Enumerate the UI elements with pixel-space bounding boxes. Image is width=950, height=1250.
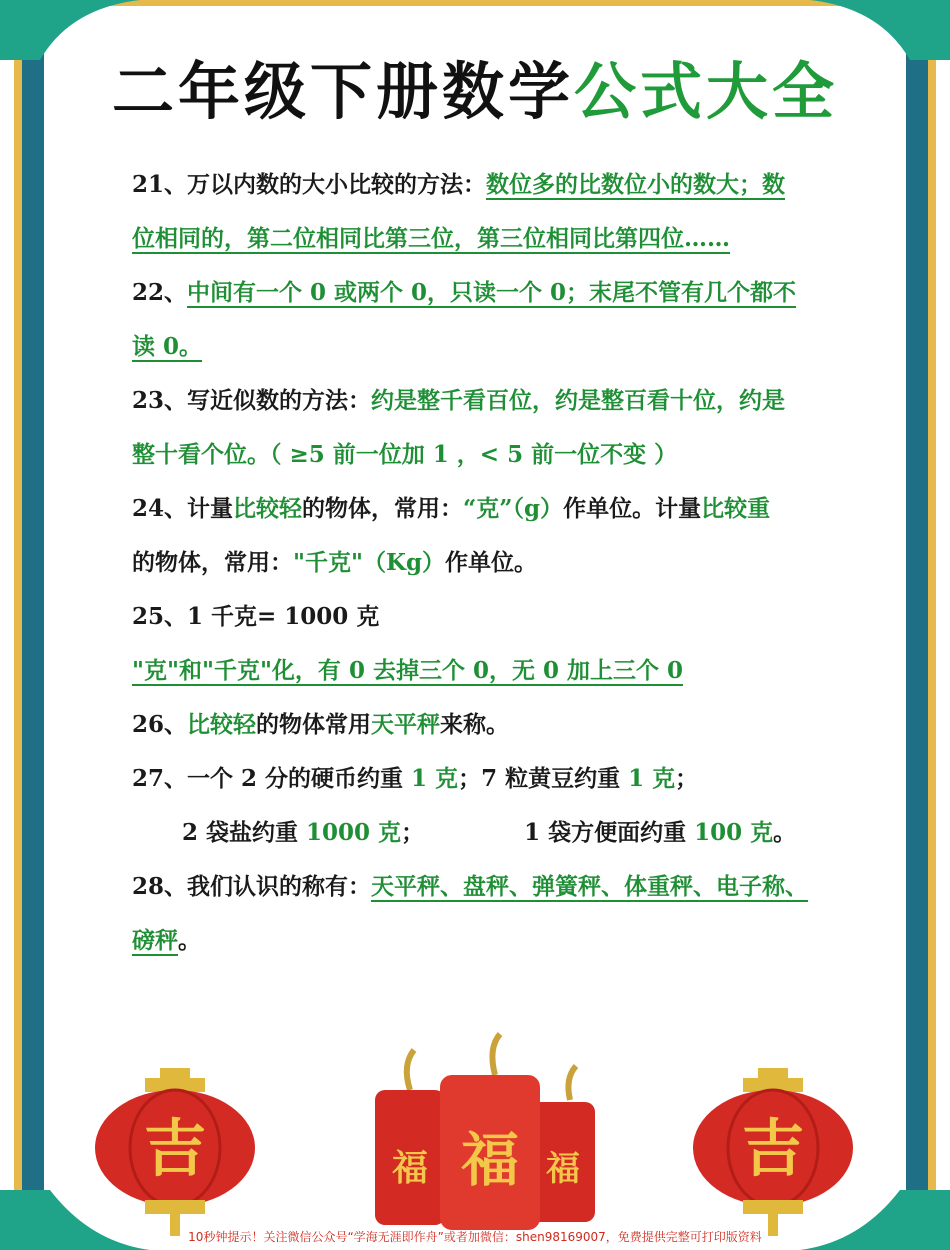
item-23-prefix: 23、写近似数的方法： (132, 387, 372, 414)
lantern-left-icon (90, 1068, 260, 1238)
item-21-line2 (132, 212, 842, 266)
item-25-highlight: "克"和"千克"化，有 0 去掉三个 0，无 0 加上三个 0 (132, 657, 683, 684)
firecracker-main-char: 福 (460, 1126, 520, 1194)
item-24-text5: 作单位。 (445, 549, 538, 576)
item-28-highlight-cont: 磅秤 (132, 927, 178, 954)
item-21-highlight-cont: 位相同的，第二位相同比第三位，第三位相同比第四位…… (132, 225, 730, 252)
item-24-green1: 比较轻 (233, 495, 303, 522)
item-23-line2 (132, 428, 842, 482)
item-21-prefix: 21、万以内数的大小比较的方法： (132, 171, 487, 198)
item-24-green4: "千克"（Kg） (293, 549, 446, 576)
firecracker-left-char: 福 (391, 1147, 429, 1189)
item-27-text6: 1 袋方便面约重 (524, 819, 695, 846)
item-28-line1 (132, 860, 842, 914)
item-27-text4: 2 袋盐约重 (182, 819, 307, 846)
item-24-text4: 的物体，常用： (132, 549, 293, 576)
item-28-highlight: 天平秤、盘秤、弹簧秤、体重秤、电子称、 (371, 873, 809, 900)
item-22-prefix: 22、 (132, 279, 188, 306)
item-26-green1: 比较轻 (187, 711, 257, 738)
lantern-right-char: 吉 (741, 1112, 805, 1185)
left-border-gold (14, 0, 22, 1250)
page-title (0, 42, 950, 131)
item-28-line2 (132, 914, 842, 968)
item-26-green2: 天平秤 (371, 711, 441, 738)
item-26-text3: 来称。 (440, 711, 510, 738)
item-24-green2: “克”（g） (463, 495, 564, 522)
item-27-line1 (132, 752, 842, 806)
item-24-text3: 作单位。计量 (563, 495, 702, 522)
item-27-line2 (132, 806, 842, 860)
item-28-suffix: 。 (178, 927, 201, 954)
item-22-highlight: 中间有一个 0 或两个 0，只读一个 0；末尾不管有几个都不 (187, 279, 797, 306)
title-part2: 公式大全 (574, 55, 839, 128)
left-border-teal (22, 0, 44, 1250)
item-23-line1 (132, 374, 842, 428)
top-border (14, 0, 936, 6)
item-28-prefix: 28、我们认识的称有： (132, 873, 372, 900)
lantern-right-icon (688, 1068, 858, 1238)
item-21-line1 (132, 158, 842, 212)
item-23-highlight: 约是整千看百位，约是整百看十位，约是 (371, 387, 786, 414)
item-24-line1 (132, 482, 842, 536)
footer-notice: 10秒钟提示！关注微信公众号“学海无涯即作舟”或者加微信：shen98169007，免费提供完整可打印版资料 (188, 1230, 762, 1244)
item-27-green3: 1000 克 (306, 819, 402, 846)
item-27-green1: 1 克 (411, 765, 459, 792)
firecracker-right-char: 福 (546, 1149, 580, 1189)
lantern-left-char: 吉 (143, 1112, 207, 1185)
item-24-green3: 比较重 (701, 495, 771, 522)
item-22-line1 (132, 266, 842, 320)
right-border-teal (906, 0, 928, 1250)
item-26 (132, 698, 842, 752)
item-27-text1: 27、一个 2 分的硬币约重 (132, 765, 412, 792)
item-25-line2 (132, 644, 842, 698)
item-24-line2 (132, 536, 842, 590)
item-27-text2: ；7 粒黄豆约重 (458, 765, 629, 792)
item-27-green2: 1 克 (628, 765, 676, 792)
item-22-highlight-cont: 读 0。 (132, 333, 203, 360)
firecracker-icon (370, 1030, 600, 1230)
item-24-text1: 24、计量 (132, 495, 234, 522)
item-23-highlight-cont: 整十看个位。（ ≥5 前一位加 1 ，< 5 前一位不变 ） (132, 441, 678, 468)
item-26-text1: 26、 (132, 711, 188, 738)
item-24-text2: 的物体，常用： (302, 495, 464, 522)
item-22-line2 (132, 320, 842, 374)
item-25-line1: 25、1 千克= 1000 克 (132, 603, 380, 630)
title-part1: 二年级下册数学 (111, 55, 574, 128)
item-27-text7: 。 (773, 819, 797, 846)
item-27-text3: ； (675, 765, 699, 792)
item-27-green4: 100 克 (694, 819, 774, 846)
item-26-text2: 的物体常用 (256, 711, 372, 738)
item-27-text5: ； (401, 819, 425, 846)
item-21-highlight: 数位多的比数位小的数大；数 (486, 171, 786, 198)
right-border-gold (928, 0, 936, 1250)
formula-list (132, 158, 842, 968)
